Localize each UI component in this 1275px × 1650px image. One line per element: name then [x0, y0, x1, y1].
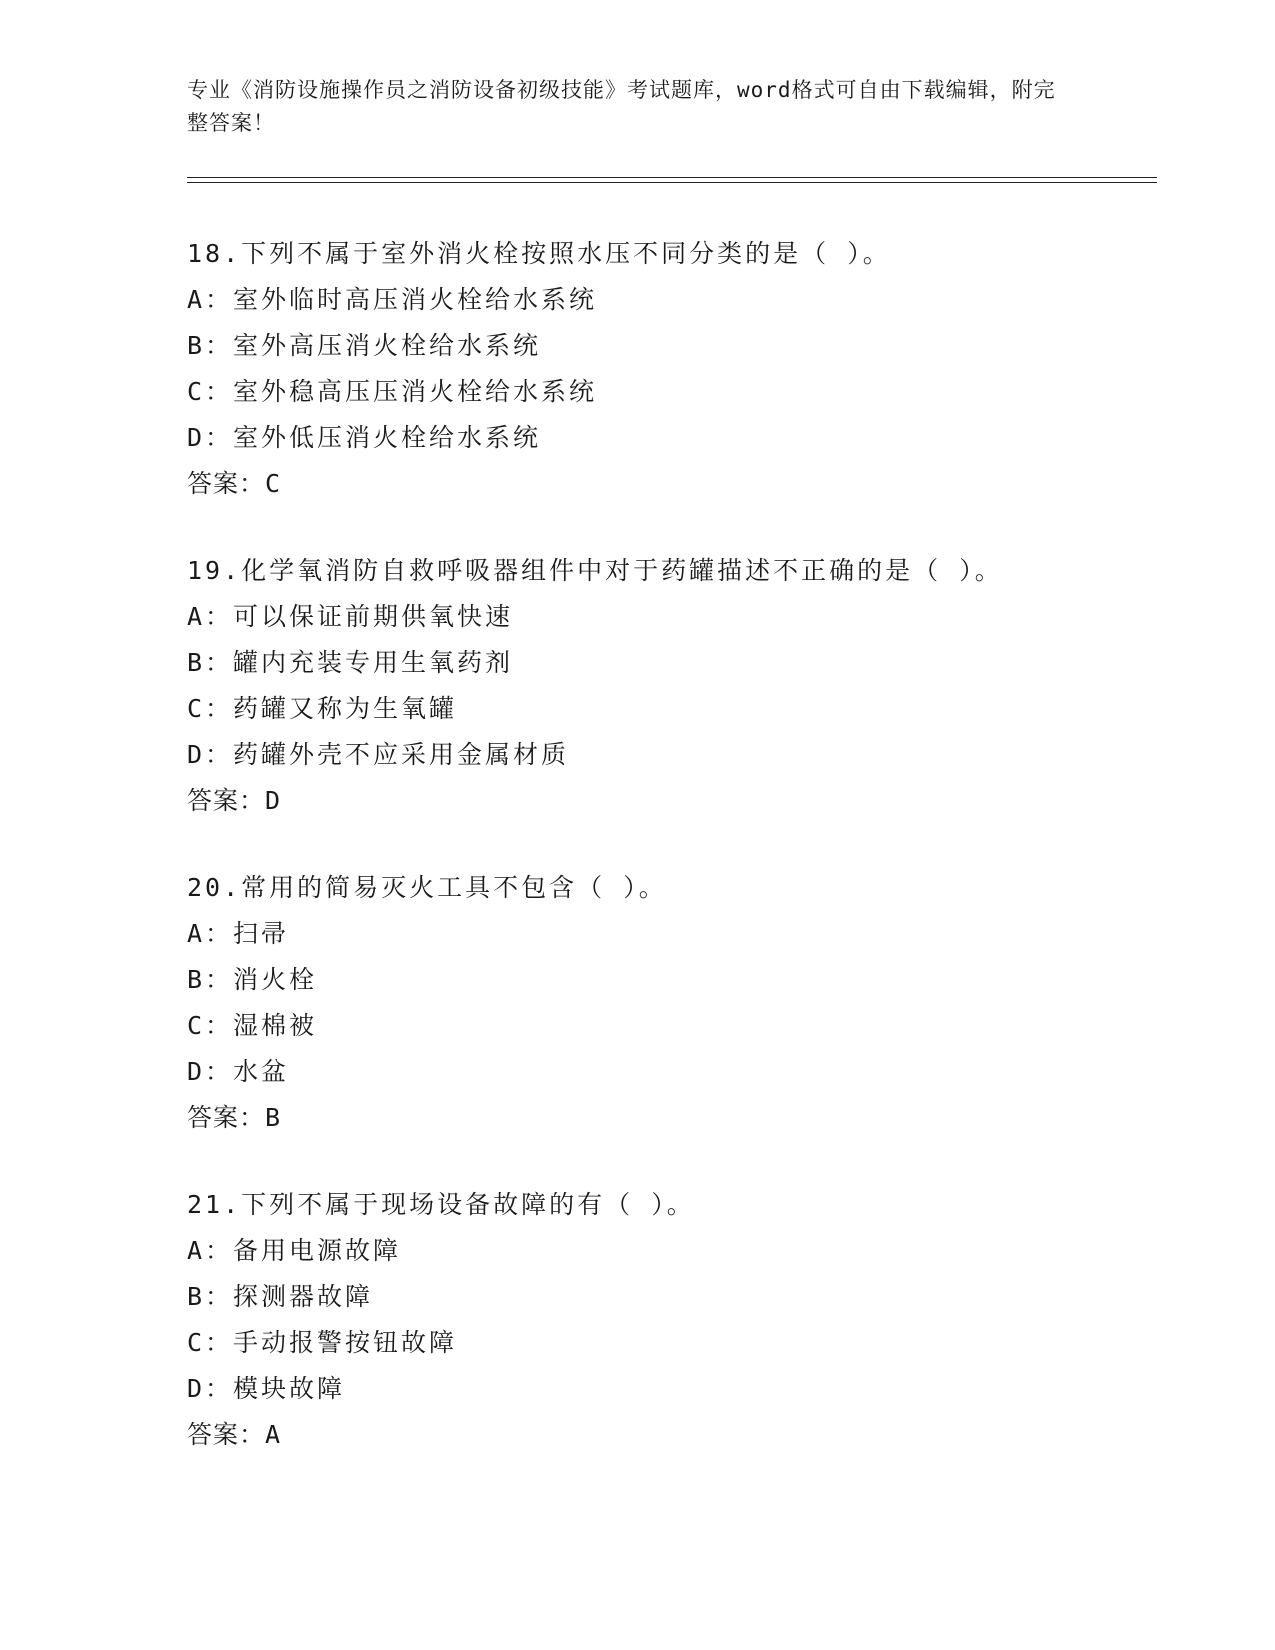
answer-value: A	[265, 1420, 283, 1449]
option-b: B：室外高压消火栓给水系统	[187, 331, 542, 360]
answer-line	[187, 1412, 1147, 1458]
document-header	[187, 74, 1067, 140]
answer-value: C	[265, 469, 283, 498]
question-21	[187, 1182, 1147, 1458]
option-b: B：罐内充装专用生氧药剂	[187, 648, 514, 677]
question-stem: 20.常用的简易灭火工具不包含（ ）。	[187, 873, 667, 902]
option-a: A：可以保证前期供氧快速	[187, 602, 514, 631]
answer-value: D	[265, 786, 283, 815]
answer-value: B	[265, 1103, 283, 1132]
option-d: D：室外低压消火栓给水系统	[187, 423, 542, 452]
question-stem: 21.下列不属于现场设备故障的有（ ）。	[187, 1190, 695, 1219]
answer-line	[187, 1095, 1147, 1141]
answer-label: 答案：	[187, 1103, 266, 1132]
option-d: D：模块故障	[187, 1374, 346, 1403]
answer-label: 答案：	[187, 469, 266, 498]
option-a: A：备用电源故障	[187, 1236, 402, 1265]
answer-label: 答案：	[187, 1420, 266, 1449]
answer-line	[187, 778, 1147, 824]
question-stem: 19.化学氧消防自救呼吸器组件中对于药罐描述不正确的是（ ）。	[187, 556, 1003, 585]
question-20	[187, 865, 1147, 1141]
answer-line	[187, 461, 1147, 507]
option-b: B：探测器故障	[187, 1282, 374, 1311]
option-a: A：扫帚	[187, 919, 290, 948]
question-stem: 18.下列不属于室外消火栓按照水压不同分类的是（ ）。	[187, 239, 891, 268]
question-19	[187, 548, 1147, 824]
option-c: C：室外稳高压压消火栓给水系统	[187, 377, 598, 406]
option-d: D：水盆	[187, 1057, 290, 1086]
header-text: 专业《消防设施操作员之消防设备初级技能》考试题库，word格式可自由下载编辑，附完整答案！	[187, 78, 1056, 135]
option-d: D：药罐外壳不应采用金属材质	[187, 740, 570, 769]
answer-label: 答案：	[187, 786, 266, 815]
option-c: C：药罐又称为生氧罐	[187, 694, 458, 723]
question-18	[187, 231, 1147, 507]
header-divider-top	[187, 177, 1157, 178]
option-c: C：湿棉被	[187, 1011, 318, 1040]
option-c: C：手动报警按钮故障	[187, 1328, 458, 1357]
option-b: B：消火栓	[187, 965, 318, 994]
option-a: A：室外临时高压消火栓给水系统	[187, 285, 598, 314]
header-divider-bottom	[187, 182, 1157, 183]
